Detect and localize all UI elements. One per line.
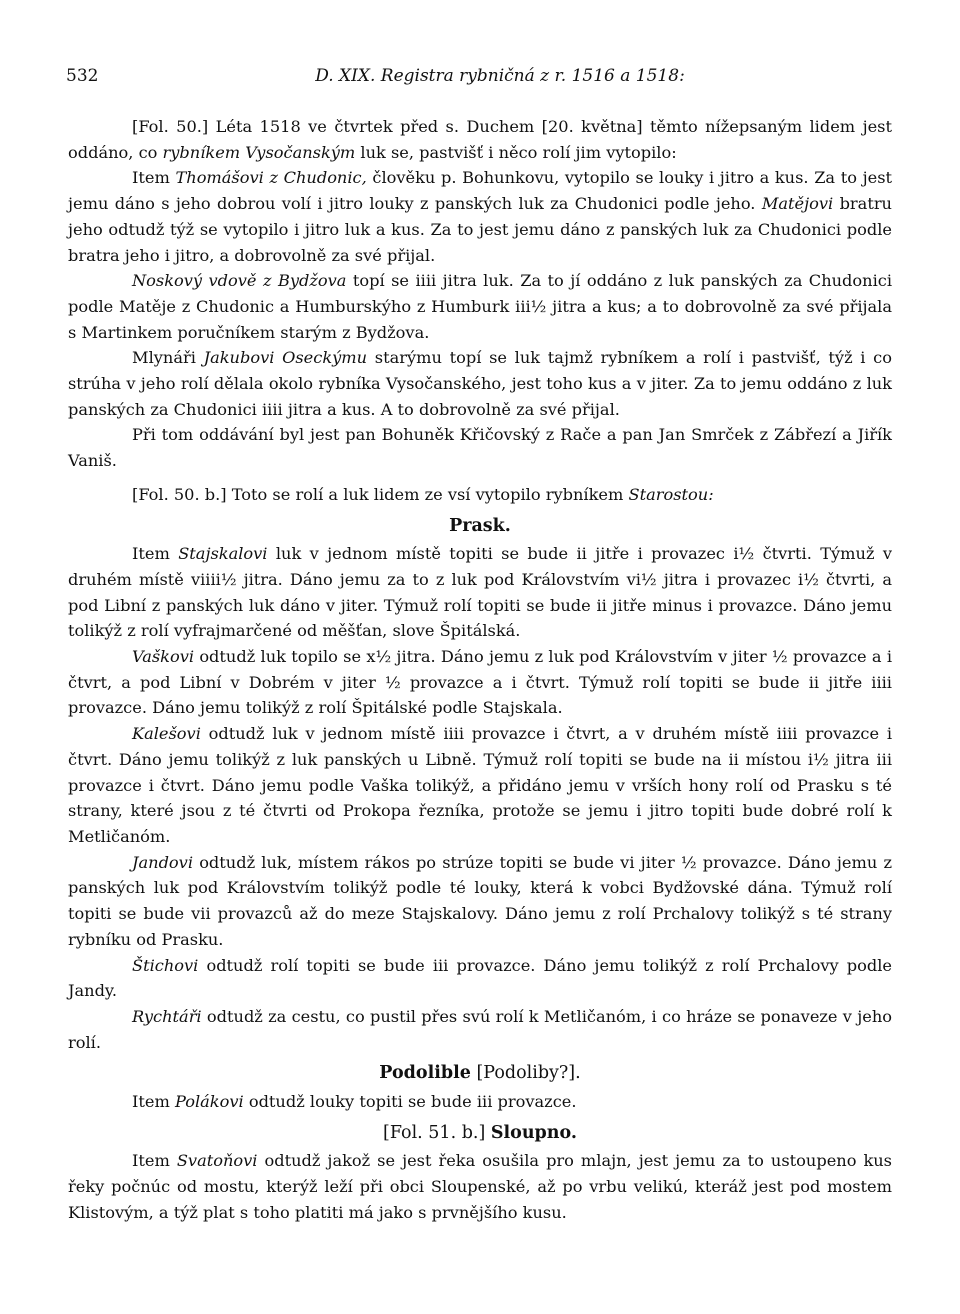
paragraph-14: Item Svatoňovi odtudž jakož se jest řeka osušila pro mlajn, jest jemu za to ustoupeno kus řeky počnúc od mostu, kterýž leží při obci Sloupenské, až po vrbu velikú, kteráž jest pod mostem Klistovým, a týž plat s toho platiti má jako s prvnějšího kusu. xyxy=(68,1151,892,1222)
paragraph-7: Item Stajskalovi luk v jednom místě topiti se bude ii jitře i provazec i½ čtvrti. Týmuž v druhém místě viiii½ jitra. Dáno jemu za to z luk pod Královstvím vi½ jitra i provazec i½ čtvrti, a pod Libní z panských luk dáno v jiter. Týmuž rolí topiti se bude ii jitře minus i provazce. Dáno jemu tolikýž z rolí vyfrajmarčené od měšťan, slove Špitálská. xyxy=(68,544,892,641)
paragraph-2: Item Thomášovi z Chudonic, člověku p. Bohunkovu, vytopilo se louky i jitro a kus. Za to jest jemu dáno s jeho dobrou volí i jitro louky z panských luk za Chudonici podle jeho. Matějovi bratru jeho odtudž týž se vytopilo i jitro luk a kus. Za to jest jemu dáno z panských luk za Chudonici podle bratra jeho i jitro, a dobrovolně za své přijal. xyxy=(68,168,892,265)
paragraph-1: [Fol. 50.] Léta 1518 ve čtvrtek před s. Duchem [20. května] těmto nížepsaným lidem jest oddáno, co rybníkem Vysočanským luk se, pastvišť i něco rolí jim vytopilo: xyxy=(68,117,892,162)
paragraph-9: Kalešovi odtudž luk v jednom místě iiii provazce i čtvrt, a v druhém místě iiii provazce i čtvrt. Dáno jemu tolikýž z luk panských u Libně. Týmuž rolí topiti se bude na ii místou i½ jitra iii provazce i čtvrt. Dáno jemu podle Vaška tolikýž, a přidáno jemu v vrších hony rolí od Prasku s té strany, které jsou z té čtvrti od Prokopa řezníka, protože se jemu i jitro topiti bude dobré rolí k Metličanóm. xyxy=(68,724,892,846)
paragraph-5: Při tom oddávání byl jest pan Bohuněk Křičovský z Rače a pan Jan Smrček z Zábřezí a Jiřík Vaniš. xyxy=(68,425,892,471)
page-header xyxy=(66,66,894,94)
document-body xyxy=(68,114,892,1226)
paragraph-3: Noskový vdově z Bydžova topí se iiii jitra luk. Za to jí oddáno z luk panských za Chudonici podle Matěje z Chudonic a Humburskýho z Humburk iii½ jitra a kus; a to dobrovolně za své přijala s Martinkem poručníkem starým z Bydžova. xyxy=(68,271,892,342)
paragraph-13: Item Polákovi odtudž louky topiti se bude iii provazce. xyxy=(132,1092,577,1112)
section-heading-sloupno: [Fol. 51. b.] Sloupno. xyxy=(383,1122,577,1143)
paragraph-10: Jandovi odtudž luk, místem rákos po strúze topiti se bude vi jiter ½ provazce. Dáno jemu z panských luk pod Královstvím tolikýž podle té louky, která k vobci Bydžovské dána. Týmuž rolí topiti se bude vii provazců až do meze Stajskalovy. Dáno jemu z rolí Prchalovy tolikýž s té strany rybníku od Prasku. xyxy=(68,852,892,949)
paragraph-4: Mlynáři Jakubovi Oseckýmu starýmu topí se luk tajmž rybníkem a rolí i pastvišť, týž i co strúha v jeho rolí dělala okolo rybníka Vysočanského, jest toho kus a v jiter. Za to jemu oddáno z luk panských za Chudonici iiii jitra a kus. A to dobrovolně za své přijal. xyxy=(68,348,892,419)
section-heading-podolible: Podolible [Podoliby?]. xyxy=(379,1063,581,1084)
page-number: 532 xyxy=(66,66,99,86)
running-head: D. XIX. Registra rybničná z r. 1516 a 1518: xyxy=(315,66,685,86)
paragraph-12: Rychtáři odtudž za cestu, co pustil přes svú rolí k Metličanóm, i co hráze se ponaveze v jeho rolí. xyxy=(68,1006,892,1052)
paragraph-8: Vaškovi odtudž luk topilo se x½ jitra. Dáno jemu z luk pod Královstvím v jiter ½ provazce a i čtvrt, a pod Libní v Dobrém v jiter ½ provazce a i čtvrt. Týmuž rolí topiti se bude ii jitře iiii provazce. Dáno jemu tolikýž z rolí Špitálské podle Stajskala. xyxy=(68,647,892,718)
section-heading-prask: Prask. xyxy=(449,515,511,536)
paragraph-6: [Fol. 50. b.] Toto se rolí a luk lidem ze vsí vytopilo rybníkem Starostou: xyxy=(132,484,714,504)
paragraph-11: Štichovi odtudž rolí topiti se bude iii provazce. Dáno jemu tolikýž z rolí Prchalovy podle Jandy. xyxy=(68,955,892,1001)
